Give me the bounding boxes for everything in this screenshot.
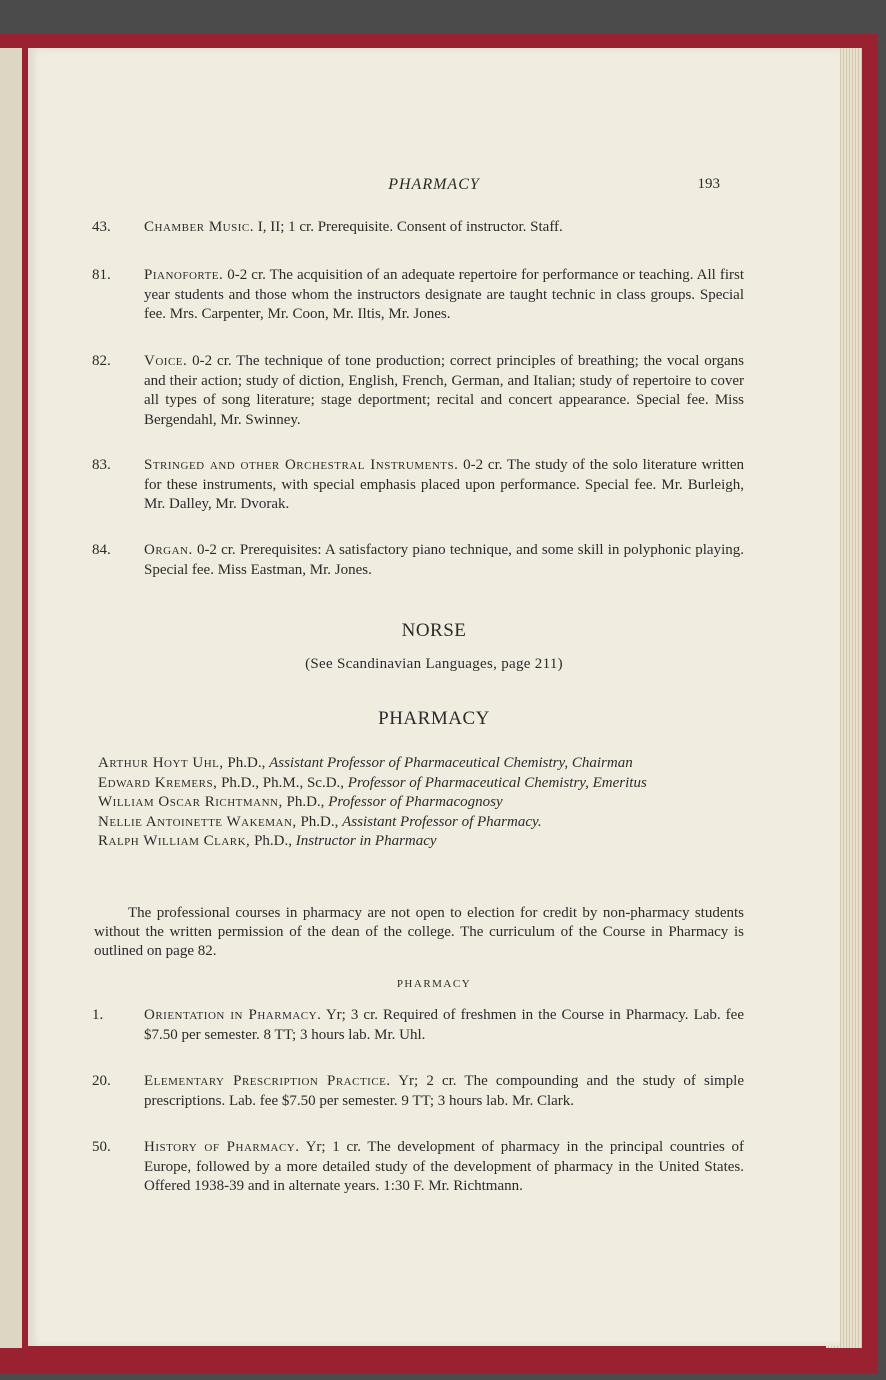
course-text: Yr; 1 cr. The development of pharmacy in the principal countries of Europe, followed by a more detailed study of the development of pharmacy in the United States. Offered 1938-39 and in alternate years. 1:30 F. Mr. Richtmann. — [144, 1139, 744, 1194]
course-number: 82. — [92, 353, 111, 369]
faculty-degrees: Ph.D., — [296, 813, 343, 830]
course-title: Elementary Prescription Practice. — [144, 1073, 391, 1089]
norse-note: (See Scandinavian Languages, page 211) — [305, 656, 563, 672]
page-number: 193 — [697, 176, 720, 192]
faculty-title: Professor of Pharmaceutical Chemistry, Emeritus — [347, 774, 647, 791]
faculty-name: Nellie Antoinette Wakeman, — [98, 813, 297, 830]
faculty-degrees: Ph.D., — [250, 833, 296, 849]
faculty-title: Assistant Professor of Pharmacy. — [342, 813, 542, 830]
page-header — [28, 176, 840, 198]
running-head: PHARMACY — [388, 176, 480, 193]
course-title: Organ. — [144, 542, 193, 558]
course-text: 0-2 cr. The technique of tone production; correct principles of breathing; the vocal organs and their action; study of diction, English, French, German, and Italian; study of repertoire to cover all types of song literature; stage deportment; recital and concert appearance. Special fee. Miss Bergendahl, Mr. Swinney. — [144, 353, 744, 428]
pharmacy-heading: PHARMACY — [378, 708, 490, 729]
course-title: Voice. — [144, 353, 188, 369]
faculty-list — [98, 754, 758, 852]
course-text: 0-2 cr. The acquisition of an adequate repertoire for performance or teaching. All first year students and those whom the instructors designate are taught technic in class groups. Special fee. Mrs. Carpenter, Mr. Coon, Mr. Iltis, Mr. Jones. — [144, 267, 744, 322]
faculty-member — [98, 754, 758, 774]
course-number: 50. — [92, 1139, 111, 1155]
faculty-degrees: Ph.D., Ph.M., Sc.D., — [217, 774, 348, 791]
faculty-title: Assistant Professor of Pharmaceutical Chemistry, Chairman — [269, 755, 633, 771]
course-text: Yr; 3 cr. Required of freshmen in the Course in Pharmacy. Lab. fee $7.50 per semester. 8 TT; 3 hours lab. Mr. Uhl. — [144, 1007, 744, 1043]
course-entry-50 — [92, 1138, 744, 1197]
course-entry-20 — [92, 1072, 744, 1111]
course-title: Stringed and other Orchestral Instruments. — [144, 457, 459, 473]
course-number: 20. — [92, 1073, 111, 1089]
faculty-degrees: Ph.D., — [282, 794, 329, 810]
faculty-member — [98, 774, 758, 794]
course-number: 83. — [92, 457, 111, 473]
course-text: 0-2 cr. The study of the solo literature written for these instruments, with special emphasis placed upon performance. Special fee. Mr. Burleigh, Mr. Dalley, Mr. Dvorak. — [144, 457, 745, 512]
faculty-title: Instructor in Pharmacy — [295, 833, 437, 849]
faculty-name: Edward Kremers, — [98, 774, 218, 791]
course-title: Pianoforte. — [144, 267, 224, 283]
course-title: Orientation in Pharmacy. — [144, 1007, 322, 1023]
faculty-member — [98, 813, 758, 833]
course-number: 81. — [92, 267, 111, 283]
faculty-name: Ralph William Clark, — [98, 833, 251, 849]
course-entry-1 — [92, 1006, 744, 1045]
faculty-member — [98, 832, 758, 852]
facing-page-edge — [0, 48, 22, 1348]
course-entry-43 — [92, 218, 744, 238]
faculty-name: Arthur Hoyt Uhl, — [98, 755, 224, 771]
course-number: 43. — [92, 219, 111, 235]
course-entry-82 — [92, 352, 744, 430]
norse-heading: NORSE — [401, 620, 467, 641]
faculty-degrees: Ph.D., — [223, 755, 270, 771]
faculty-member — [98, 793, 758, 813]
course-title: Chamber Music. — [144, 219, 254, 235]
course-text: I, II; 1 cr. Prerequisite. Consent of instructor. Staff. — [253, 219, 563, 235]
course-number: 84. — [92, 542, 111, 558]
faculty-title: Professor of Pharmacognosy — [328, 794, 503, 810]
course-entry-83 — [92, 456, 745, 515]
course-entry-81 — [92, 266, 744, 325]
faculty-name: William Oscar Richtmann, — [98, 794, 283, 810]
course-title: History of Pharmacy. — [144, 1139, 300, 1155]
course-entry-84 — [92, 541, 744, 580]
pharmacy-intro: The professional courses in pharmacy are not open to election for credit by non-pharmacy students without the written permission of the dean of the college. The curriculum of the Course in Pharmacy is outlined on page 82. — [94, 905, 744, 959]
course-text: 0-2 cr. Prerequisites: A satisfactory piano technique, and some skill in polyphonic playing. Special fee. Miss Eastman, Mr. Jones. — [144, 542, 744, 578]
course-number: 1. — [92, 1007, 104, 1023]
pharmacy-subheading: PHARMACY — [396, 978, 472, 990]
book-page — [28, 48, 840, 1346]
course-text: Yr; 2 cr. The compounding and the study of simple prescriptions. Lab. fee $7.50 per semester. 9 TT; 3 hours lab. Mr. Clark. — [144, 1073, 744, 1109]
